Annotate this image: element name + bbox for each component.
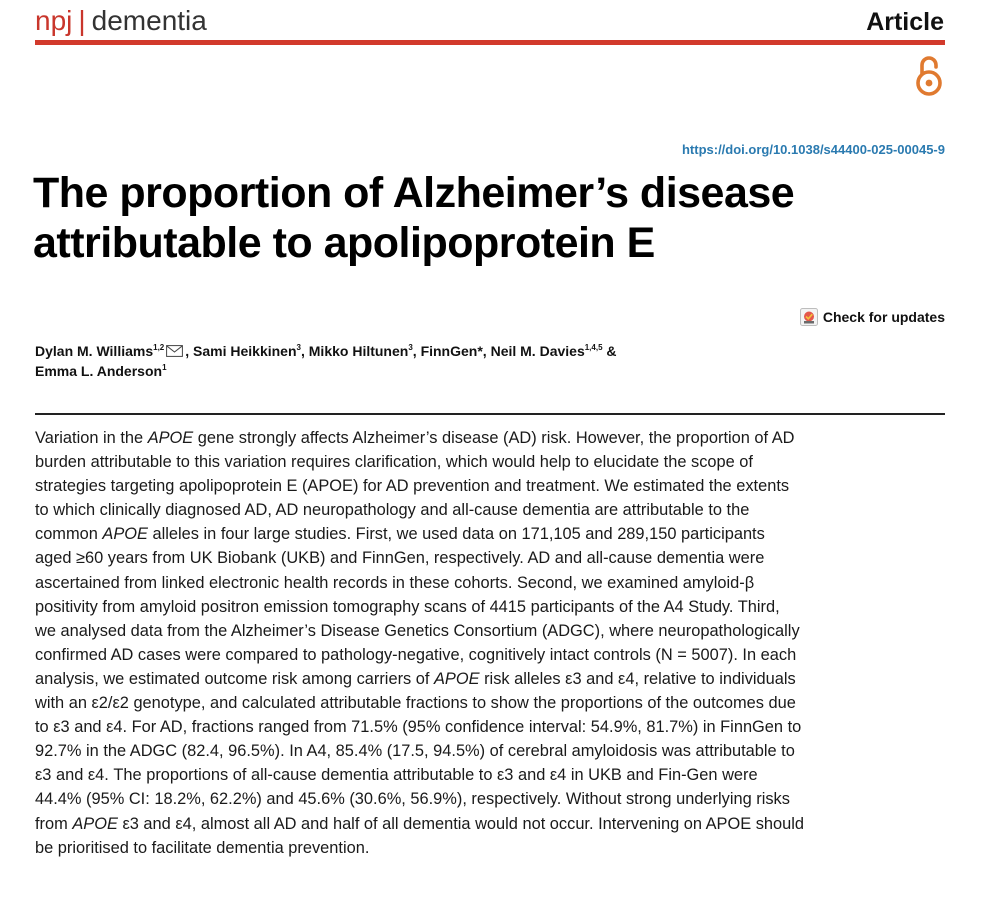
article-title-line-1: The proportion of Alzheimer’s disease (33, 169, 795, 217)
author-affiliation[interactable]: 1,2 (153, 343, 165, 352)
author-list: Dylan M. Williams$^{1,2}$ , Sami Heikkinen$^3$, Mikko Hiltunen$^3$, FinnGen*, Neil M. Davies$^{1,4,5}$ & Emma L. Anderson$^1$ (35, 343, 617, 379)
gene-name: APOE (102, 525, 148, 544)
gene-name: APOE (72, 814, 118, 833)
journal-brand: npj (35, 5, 73, 36)
article-type-label: Article (866, 8, 944, 36)
abstract-text: Variation in the APOE gene strongly affects Alzheimer’s disease (AD) risk. However, the proportion of AD burden attributable to this variation requires clarification, which would help to elucidate the scope of strategies targeting apolipoprotein E (APOE) for AD prevention and treatment. We estimated the extents to which clinically diagnosed AD, AD neuropathology and all-cause dementia are attributable to the common APOE alleles in four large studies. First, we used data on 171,105 and 289,150 participants aged ≥60 years from UK Biobank (UKB) and FinnGen, respectively. AD and all-cause dementia were ascertained from linked electronic health records in these cohorts. Second, we examined amyloid-β positivity from amyloid positron emission tomography scans of 4415 participants of the A4 Study. Third, we analysed data from the Alzheimer’s Disease Genetics Consortium (ADGC), where neuropathologically confirmed AD cases were compared to pathology-negative, cognitively intact controls (N = 5007). In each analysis, we estimated outcome risk among carriers of APOE risk alleles ε3 and ε4, relative to individuals with an ε2/ε2 genotype, and calculated attributable fractions to show the proportions of the outcomes due to ε3 and ε4. For AD, fractions ranged from 71.5% (95% confidence interval: 54.9%, 81.7%) in FinnGen to 92.7% in the ADGC (82.4, 96.5%). In A4, 85.4% (17.5, 94.5%) of cerebral amyloidosis was attributable to ε3 and ε4. The proportions of all-cause dementia attributable to ε3 and ε4 in UKB and Fin-Gen were 44.4% (95% CI: 18.2%, 62.2%) and 45.6% (30.6%, 56.9%), respectively. Without strong underlying risks from APOE ε3 and ε4, almost all AD and half of all dementia would not occur. Intervening on APOE should be prioritised to facilitate dementia prevention. (35, 429, 805, 857)
article-title (33, 168, 933, 268)
check-for-updates-button[interactable] (800, 308, 945, 326)
gene-name: APOE (147, 429, 194, 447)
journal-separator: | (78, 5, 86, 36)
author-name[interactable]: FinnGen* (420, 343, 483, 359)
header-divider (35, 40, 945, 45)
author-name[interactable]: Mikko Hiltunen (308, 343, 409, 359)
check-updates-icon (800, 308, 818, 326)
author-affiliation[interactable]: 3 (408, 343, 413, 352)
author-affiliation[interactable]: 1 (162, 363, 167, 372)
journal-name[interactable] (35, 4, 207, 38)
author-affiliation[interactable]: 1,4,5 (584, 343, 603, 352)
author-affiliation[interactable]: 3 (296, 343, 301, 352)
gene-name: APOE (434, 669, 480, 688)
doi-link[interactable]: https://doi.org/10.1038/s44400-025-00045-9 (681, 142, 945, 157)
author-name[interactable]: Emma L. Anderson (35, 363, 163, 379)
author-name[interactable]: Sami Heikkinen (193, 343, 297, 359)
abstract-divider (35, 413, 945, 415)
open-access-lock-icon (914, 53, 944, 97)
check-updates-label: Check for updates (822, 309, 945, 325)
author-name[interactable]: Neil M. Davies (490, 343, 585, 359)
mail-icon[interactable] (166, 345, 183, 357)
journal-title: dementia (91, 5, 207, 36)
article-title-line-2: attributable to apolipoprotein E (33, 219, 655, 267)
author-name[interactable]: Dylan M. Williams (35, 343, 154, 359)
